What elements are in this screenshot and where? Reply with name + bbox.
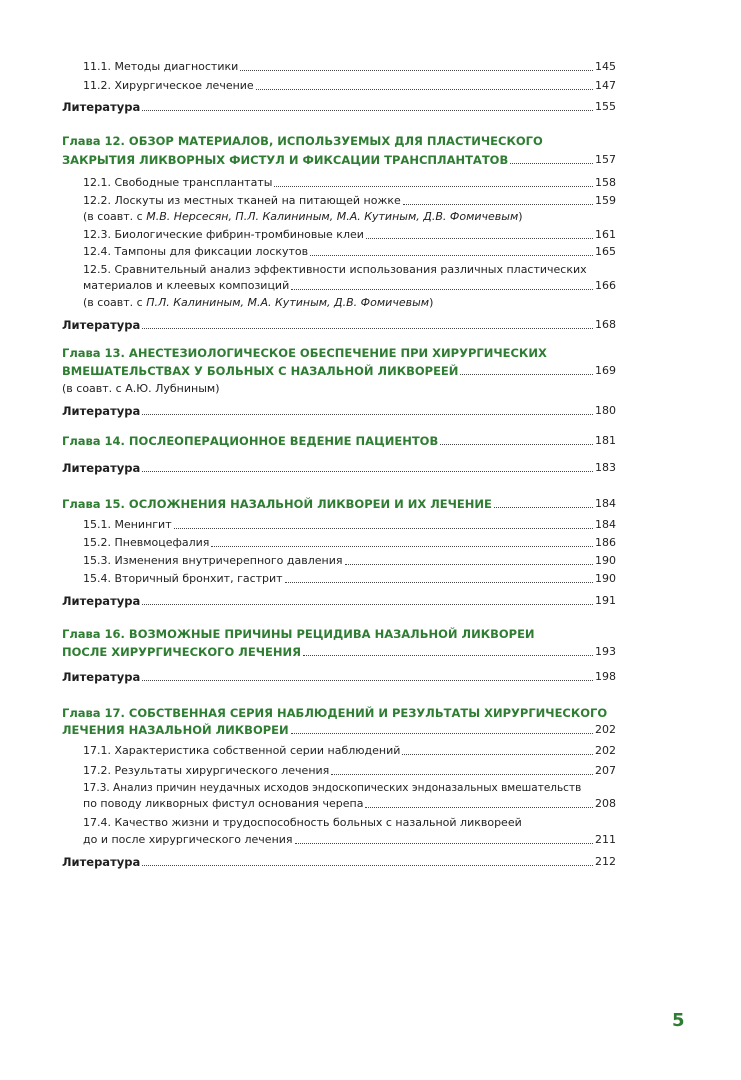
dot-leader: [142, 109, 593, 111]
toc-entry[interactable]: [83, 833, 616, 847]
toc-literature[interactable]: [62, 594, 616, 608]
dot-leader: [295, 842, 593, 844]
entry-title: ЗАКРЫТИЯ ЛИКВОРНЫХ ФИСТУЛ И ФИКСАЦИИ ТРАНСПЛАНТАТОВ: [62, 153, 509, 167]
chapter-title-line[interactable]: Глава 17. СОБСТВЕННАЯ СЕРИЯ НАБЛЮДЕНИЙ И РЕЗУЛЬТАТЫ ХИРУРГИЧЕСКОГО: [62, 706, 608, 720]
entry-title: 12.2. Лоскуты из местных тканей на питающей ножке: [83, 194, 401, 207]
chapter-entry[interactable]: [62, 497, 616, 511]
toc-entry[interactable]: [83, 228, 616, 242]
chapter-entry[interactable]: [62, 153, 616, 167]
toc-entry[interactable]: [83, 554, 616, 568]
entry-title: до и после хирургического лечения: [83, 833, 293, 846]
entry-page: 208: [595, 797, 616, 810]
dot-leader: [274, 185, 593, 187]
entry-title: ЛЕЧЕНИЯ НАЗАЛЬНОЙ ЛИКВОРЕИ: [62, 723, 289, 737]
dot-leader: [174, 527, 593, 529]
toc-entry[interactable]: [83, 744, 616, 758]
toc-entry[interactable]: [83, 194, 616, 208]
dot-leader: [403, 203, 593, 205]
chapter-title-line[interactable]: Глава 13. АНЕСТЕЗИОЛОГИЧЕСКОЕ ОБЕСПЕЧЕНИЕ ПРИ ХИРУРГИЧЕСКИХ: [62, 346, 547, 360]
entry-title: Литература: [62, 100, 141, 114]
dot-leader: [310, 254, 593, 256]
entry-page: 190: [595, 572, 616, 585]
dot-leader: [142, 413, 593, 415]
toc-entry[interactable]: [83, 797, 616, 811]
entry-page: 202: [595, 723, 616, 736]
toc-entry[interactable]: [83, 572, 616, 586]
dot-leader: [460, 373, 593, 375]
entry-title: Литература: [62, 670, 141, 684]
entry-page: 181: [595, 434, 616, 447]
entry-title: 11.2. Хирургическое лечение: [83, 79, 254, 92]
entry-page: 186: [595, 536, 616, 549]
entry-title-line[interactable]: 17.3. Анализ причин неудачных исходов эндоскопических эндоназальных вмешательств: [83, 782, 582, 794]
entry-page: 155: [595, 100, 616, 113]
entry-page: 180: [595, 404, 616, 417]
dot-leader: [142, 470, 593, 472]
dot-leader: [510, 162, 593, 164]
entry-page: 207: [595, 764, 616, 777]
dot-leader: [142, 679, 593, 681]
entry-title: ПОСЛЕ ХИРУРГИЧЕСКОГО ЛЕЧЕНИЯ: [62, 645, 301, 659]
entry-page: 159: [595, 194, 616, 207]
entry-title: Литература: [62, 318, 141, 332]
dot-leader: [440, 443, 593, 445]
chapter-entry[interactable]: [62, 723, 616, 737]
dot-leader: [211, 545, 593, 547]
toc-literature[interactable]: [62, 404, 616, 418]
entry-title: Литература: [62, 461, 141, 475]
entry-title: 15.1. Менингит: [83, 518, 172, 531]
entry-page: 211: [595, 833, 616, 846]
entry-title: Литература: [62, 594, 141, 608]
entry-page: 193: [595, 645, 616, 658]
entry-title: 15.4. Вторичный бронхит, гастрит: [83, 572, 283, 585]
dot-leader: [366, 237, 593, 239]
dot-leader: [142, 603, 593, 605]
entry-page: 198: [595, 670, 616, 683]
entry-page: 157: [595, 153, 616, 166]
dot-leader: [240, 69, 593, 71]
entry-page: 145: [595, 60, 616, 73]
chapter-title-line[interactable]: Глава 12. ОБЗОР МАТЕРИАЛОВ, ИСПОЛЬЗУЕМЫХ ДЛЯ ПЛАСТИЧЕСКОГО: [62, 134, 543, 148]
entry-page: 158: [595, 176, 616, 189]
entry-page: 165: [595, 245, 616, 258]
entry-title: Глава 15. ОСЛОЖНЕНИЯ НАЗАЛЬНОЙ ЛИКВОРЕИ И ИХ ЛЕЧЕНИЕ: [62, 497, 492, 511]
entry-title: по поводу ликворных фистул основания черепа: [83, 797, 364, 810]
entry-title: Глава 14. ПОСЛЕОПЕРАЦИОННОЕ ВЕДЕНИЕ ПАЦИЕНТОВ: [62, 434, 439, 448]
toc-entry[interactable]: [83, 60, 616, 74]
toc-literature[interactable]: [62, 670, 616, 684]
page-number: 5: [672, 1010, 685, 1031]
toc-entry[interactable]: [83, 536, 616, 550]
dot-leader: [142, 864, 593, 866]
entry-page: 169: [595, 364, 616, 377]
entry-title-line[interactable]: 17.4. Качество жизни и трудоспособность больных с назальной ликвореей: [83, 816, 522, 829]
entry-title: 17.2. Результаты хирургического лечения: [83, 764, 330, 777]
entry-title: 12.4. Тампоны для фиксации лоскутов: [83, 245, 309, 258]
co-authors-note: (в соавт. с М.В. Нерсесян, П.Л. Калининым, М.А. Кутиным, Д.В. Фомичевым): [83, 210, 523, 223]
dot-leader: [303, 654, 593, 656]
toc-entry[interactable]: [83, 176, 616, 190]
dot-leader: [331, 773, 593, 775]
dot-leader: [142, 327, 593, 329]
toc-literature[interactable]: [62, 461, 616, 475]
chapter-entry[interactable]: [62, 434, 616, 448]
toc-literature[interactable]: [62, 318, 616, 332]
entry-page: 166: [595, 279, 616, 292]
entry-title: материалов и клеевых композиций: [83, 279, 290, 292]
dot-leader: [345, 563, 594, 565]
entry-title: ВМЕШАТЕЛЬСТВАХ У БОЛЬНЫХ С НАЗАЛЬНОЙ ЛИКВОРЕЕЙ: [62, 364, 459, 378]
entry-page: 168: [595, 318, 616, 331]
entry-page: 161: [595, 228, 616, 241]
entry-page: 183: [595, 461, 616, 474]
entry-page: 191: [595, 594, 616, 607]
toc-literature[interactable]: [62, 855, 616, 869]
dot-leader: [291, 288, 593, 290]
entry-title: Литература: [62, 404, 141, 418]
toc-entry[interactable]: [83, 518, 616, 532]
entry-page: 184: [595, 497, 616, 510]
entry-title: 12.1. Свободные трансплантаты: [83, 176, 273, 189]
entry-page: 190: [595, 554, 616, 567]
toc-entry[interactable]: [83, 279, 616, 293]
entry-title: Литература: [62, 855, 141, 869]
entry-page: 212: [595, 855, 616, 868]
dot-leader: [256, 88, 593, 90]
entry-title: 11.1. Методы диагностики: [83, 60, 239, 73]
toc-entry[interactable]: [83, 79, 616, 93]
entry-title: 12.3. Биологические фибрин-тромбиновые клеи: [83, 228, 364, 241]
dot-leader: [494, 506, 593, 508]
chapter-entry[interactable]: [62, 364, 616, 378]
co-authors-note: (в соавт. с П.Л. Калининым, М.А. Кутиным, Д.В. Фомичевым): [83, 296, 434, 309]
chapter-entry[interactable]: [62, 645, 616, 659]
entry-page: 147: [595, 79, 616, 92]
toc-entry[interactable]: [83, 245, 616, 259]
co-authors-note: (в соавт. с А.Ю. Лубниным): [62, 382, 220, 395]
entry-title: 17.1. Характеристика собственной серии наблюдений: [83, 744, 401, 757]
entry-title-line[interactable]: 12.5. Сравнительный анализ эффективности использования различных пластических: [83, 263, 587, 276]
entry-page: 184: [595, 518, 616, 531]
chapter-title-line[interactable]: Глава 16. ВОЗМОЖНЫЕ ПРИЧИНЫ РЕЦИДИВА НАЗАЛЬНОЙ ЛИКВОРЕИ: [62, 627, 535, 641]
dot-leader: [402, 753, 593, 755]
dot-leader: [291, 732, 593, 734]
dot-leader: [365, 806, 593, 808]
entry-title: 15.3. Изменения внутричерепного давления: [83, 554, 343, 567]
toc-entry[interactable]: [83, 764, 616, 778]
dot-leader: [285, 581, 593, 583]
toc-literature[interactable]: [62, 100, 616, 114]
entry-title: 15.2. Пневмоцефалия: [83, 536, 210, 549]
entry-page: 202: [595, 744, 616, 757]
